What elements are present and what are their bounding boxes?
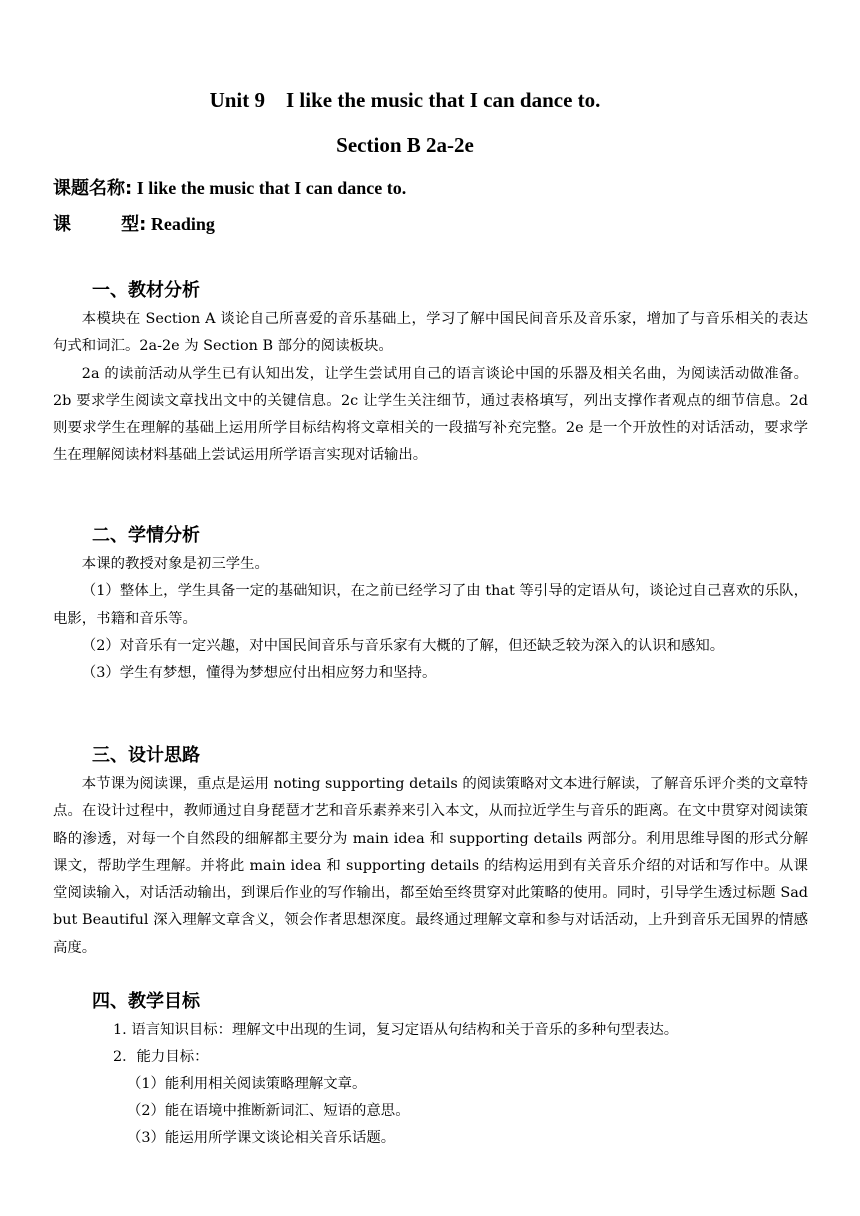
paragraph: 本课的教授对象是初三学生。 bbox=[81, 556, 269, 572]
paragraph: 本模块在 Section A 谈论自己所喜爱的音乐基础上，学习了解中国民间音乐及音乐家，增加了与音乐相关的表达句式和词汇。2a-2e 为 Section B 部分的阅读板块。 bbox=[53, 311, 808, 355]
list-item: （3）能运用所学课文谈论相关音乐话题。 bbox=[127, 1130, 396, 1146]
list-item: （2）能在语境中推断新词汇、短语的意思。 bbox=[127, 1103, 410, 1119]
type-line bbox=[53, 212, 215, 237]
topic-line bbox=[53, 176, 406, 201]
paragraph: （2）对音乐有一定兴趣，对中国民间音乐与音乐家有大概的了解，但还缺乏较为深入的认识和感知。 bbox=[81, 637, 725, 654]
section-body bbox=[53, 551, 808, 687]
list-item: （1）能利用相关阅读策略理解文章。 bbox=[127, 1076, 367, 1092]
document-title: Unit 9 I like the music that I can dance to. bbox=[209, 88, 601, 112]
list-item: 1. 语言知识目标：理解文中出现的生词，复习定语从句结构和关于音乐的多种句型表达。 bbox=[113, 1022, 679, 1038]
document-subtitle: Section B 2a-2e bbox=[336, 133, 474, 157]
paragraph: 本节课为阅读课，重点是运用 noting supporting details 的阅读策略对文本进行解读，了解音乐评介类的文章特点。在设计过程中，教师通过自身琵琶才艺和音乐素养来引入本文，从而拉近学生与音乐的距离。在文中贯穿对阅读策略的渗透，对每一个自然段的细解都主要分为 main idea 和 supporting details 两部分。利用思维导图的形式分解课文，帮助学生理解。并将此 main idea 和 supporting details 的结构运用到有关音乐介绍的对话和写作中。从课堂阅读输入，对话活动输出，到课后作业的写作输出，都至始至终贯穿对此策略的使用。同时，引导学生透过标题 Sad but Beautiful 深入理解文章含义，领会作者思想深度。最终通过理解文章和参与对话活动，上升到音乐无国界的情感高度。 bbox=[53, 776, 808, 956]
type-value: Reading bbox=[146, 214, 215, 234]
section-body bbox=[53, 306, 808, 470]
section-heading: 三、设计思路 bbox=[92, 745, 200, 766]
paragraph: 2a 的读前活动从学生已有认知出发，让学生尝试用自己的语言谈论中国的乐器及相关名曲，为阅读活动做准备。2b 要求学生阅读文章找出文中的关键信息。2c 让学生关注细节，通过表格填写，列出支撑作者观点的细节信息。2d 则要求学生在理解的基础上运用所学目标结构将文章相关的一段描写补充完整。2e 是一个开放性的对话活动，要求学生在理解阅读材料基础上尝试运用所学语言实现对话输出。 bbox=[53, 365, 808, 464]
paragraph: （3）学生有梦想，懂得为梦想应付出相应努力和坚持。 bbox=[81, 665, 437, 682]
section-heading: 二、学情分析 bbox=[92, 525, 200, 546]
section-heading: 一、教材分析 bbox=[92, 280, 200, 301]
type-label: 课 型: bbox=[53, 214, 147, 235]
list-item: 2．能力目标： bbox=[113, 1049, 209, 1065]
topic-label: 课题名称: bbox=[53, 178, 133, 199]
topic-value: I like the music that I can dance to. bbox=[132, 178, 407, 198]
paragraph: （1）整体上，学生具备一定的基础知识，在之前已经学习了由 that 等引导的定语从句，谈论过自己喜欢的乐队，电影，书籍和音乐等。 bbox=[53, 583, 808, 627]
section-heading: 四、教学目标 bbox=[92, 991, 200, 1012]
section-body bbox=[53, 771, 808, 962]
